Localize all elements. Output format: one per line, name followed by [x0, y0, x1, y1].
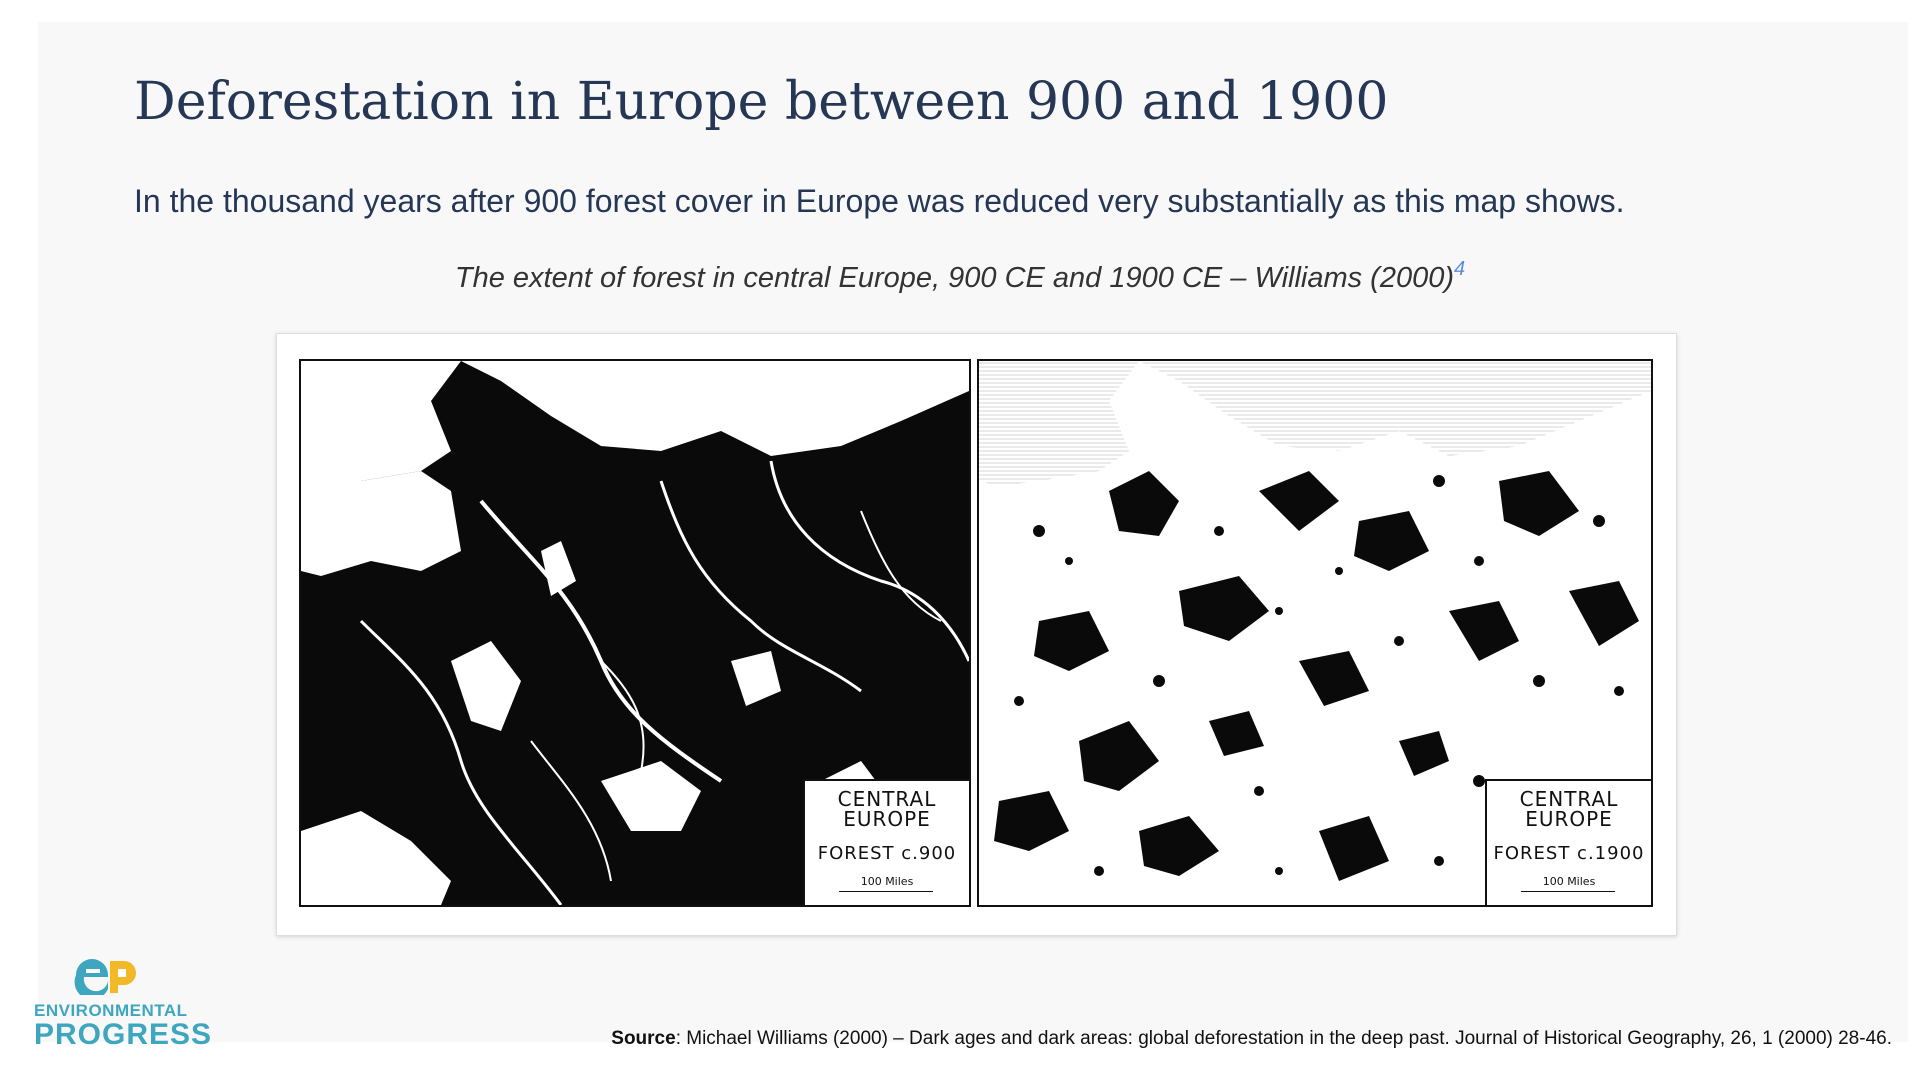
legend-region-label: CENTRAL EUROPE [1519, 787, 1619, 831]
footnote-link[interactable]: 4 [1454, 258, 1466, 280]
scale-bar [1521, 891, 1615, 892]
legend-scale-label: 100 Miles [1542, 875, 1596, 888]
forest-map-1900 [977, 359, 1653, 907]
figure-caption [0, 258, 1920, 295]
slide-title: Deforestation in Europe between 900 and 1900 [134, 72, 1389, 132]
slide-subtitle: In the thousand years after 900 forest cover in Europe was reduced very substantially as this map shows. [134, 183, 1625, 219]
caption-text: The extent of forest in central Europe, 900 CE and 1900 CE – Williams (2000) [454, 262, 1455, 294]
map-figure [276, 333, 1677, 936]
legend-scale-label: 100 Miles [860, 875, 914, 888]
environmental-progress-logo[interactable] [34, 955, 213, 1055]
source-label: Source [611, 1028, 676, 1049]
ep-logo-mark-icon [72, 955, 142, 995]
legend-forest-label: FOREST c.1900 [1493, 843, 1645, 864]
source-citation [611, 1028, 1892, 1050]
legend-forest-label: FOREST c.900 [817, 843, 957, 864]
logo-line2: PROGRESS [34, 1018, 213, 1051]
forest-map-900 [299, 359, 971, 907]
map-legend-1900 [1485, 779, 1651, 905]
source-text: : Michael Williams (2000) – Dark ages and dark areas: global deforestation in the deep past. Journal of Historical Geography, 26, 1 (2000) 28-46. [675, 1028, 1892, 1049]
legend-region-label: CENTRAL EUROPE [837, 787, 937, 831]
map-legend-900 [803, 779, 969, 905]
scale-bar [839, 891, 933, 892]
logo-line1: ENVIRONMENTAL [34, 1001, 188, 1020]
